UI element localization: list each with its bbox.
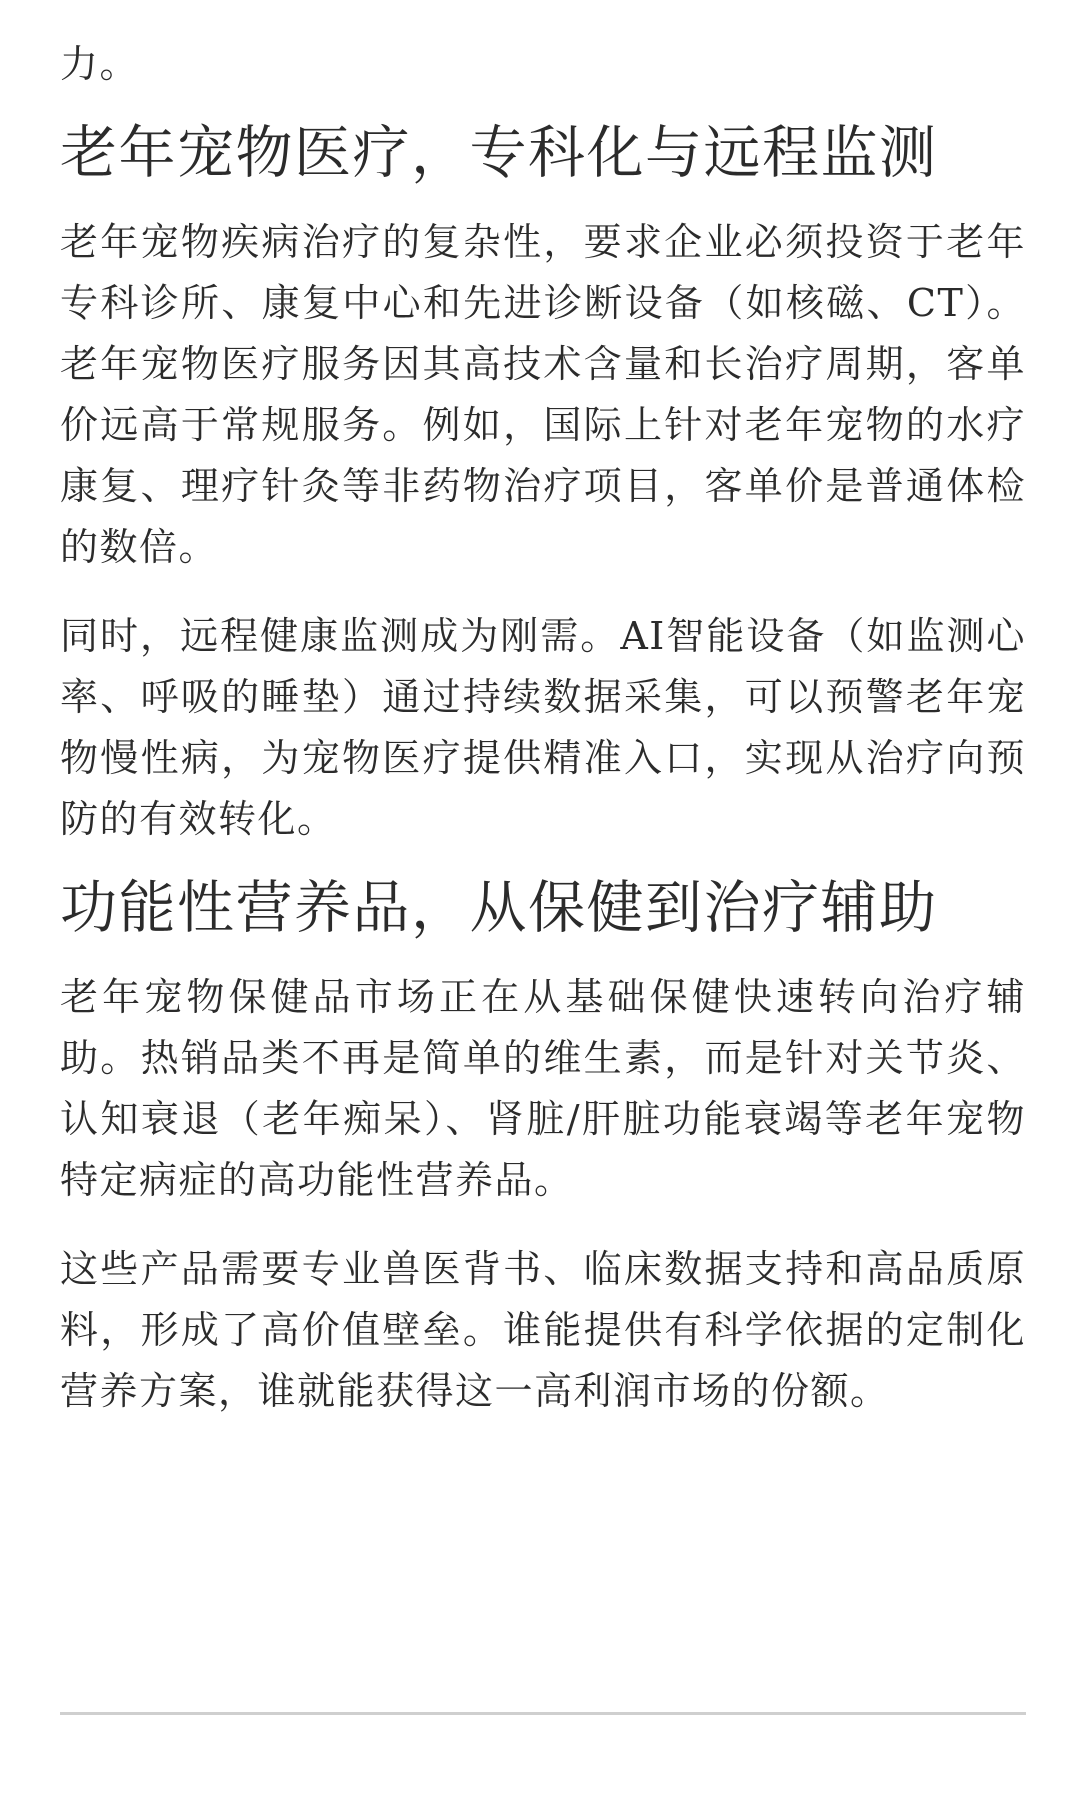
divider <box>60 1712 1026 1715</box>
paragraph: 同时，远程健康监测成为刚需。AI智能设备（如监测心率、呼吸的睡垫）通过持续数据采集，可以预警老年宠物慢性病，为宠物医疗提供精准入口，实现从治疗向预防的有效转化。 <box>60 614 1026 841</box>
section-heading-functional-nutrition: 功能性营养品，从保健到治疗辅助 <box>60 875 938 941</box>
paragraph-fragment: 力。 <box>60 42 140 86</box>
section-heading-elderly-pet-medical: 老年宠物医疗，专科化与远程监测 <box>60 120 938 186</box>
paragraph: 老年宠物疾病治疗的复杂性，要求企业必须投资于老年专科诊所、康复中心和先进诊断设备（如核磁、CT）。老年宠物医疗服务因其高技术含量和长治疗周期，客单价远高于常规服务。例如，国际上针对老年宠物的水疗康复、理疗针灸等非药物治疗项目，客单价是普通体检的数倍。 <box>60 220 1026 569</box>
paragraph: 老年宠物保健品市场正在从基础保健快速转向治疗辅助。热销品类不再是简单的维生素，而是针对关节炎、认知衰退（老年痴呆）、肾脏/肝脏功能衰竭等老年宠物特定病症的高功能性营养品。 <box>60 975 1026 1202</box>
article-body <box>60 34 1026 1450</box>
paragraph: 这些产品需要专业兽医背书、临床数据支持和高品质原料，形成了高价值壁垒。谁能提供有科学依据的定制化营养方案，谁就能获得这一高利润市场的份额。 <box>60 1247 1026 1413</box>
